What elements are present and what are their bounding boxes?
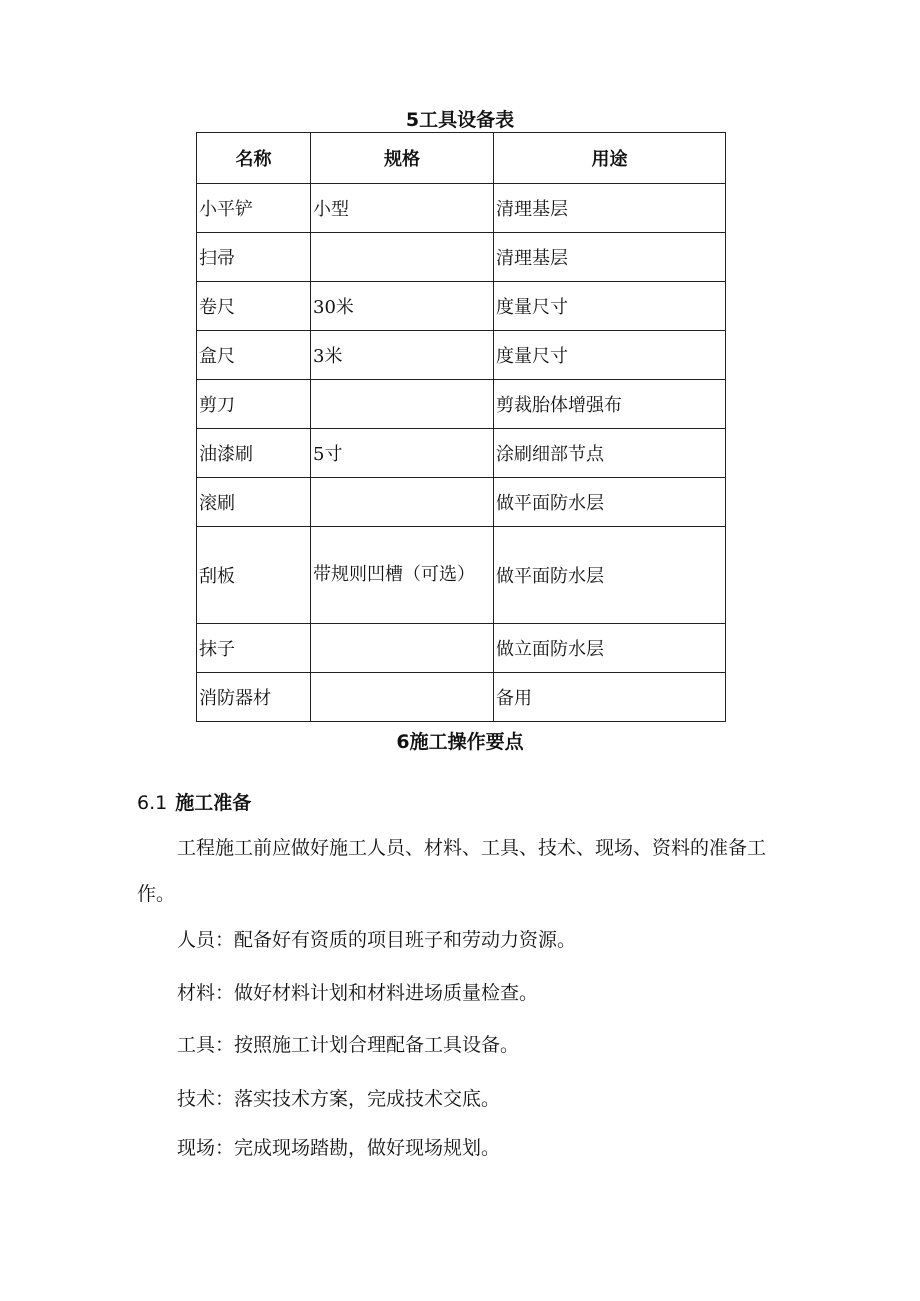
cell-name: 刮板: [197, 527, 311, 624]
table-row: [197, 429, 726, 478]
cell-name: 剪刀: [197, 380, 311, 429]
tools-equipment-table: [196, 132, 726, 722]
column-header-spec: 规格: [311, 133, 494, 184]
cell-use: 清理基层: [494, 184, 726, 233]
cell-name: 油漆刷: [197, 429, 311, 478]
cell-use: 做平面防水层: [494, 478, 726, 527]
cell-name: 卷尺: [197, 282, 311, 331]
sub-heading: [137, 788, 251, 815]
column-header-use: 用途: [494, 133, 726, 184]
table-row: [197, 624, 726, 673]
cell-name: 盒尺: [197, 331, 311, 380]
table-header-row: [197, 133, 726, 184]
cell-spec: [311, 624, 494, 673]
table-row: [197, 331, 726, 380]
table-row: [197, 282, 726, 331]
column-header-name: 名称: [197, 133, 311, 184]
table-row: [197, 380, 726, 429]
table-row: [197, 184, 726, 233]
section-heading: 6施工操作要点: [396, 731, 524, 753]
cell-name: 扫帚: [197, 233, 311, 282]
cell-spec: 3米: [311, 331, 494, 380]
cell-name: 消防器材: [197, 673, 311, 722]
cell-spec: 5寸: [311, 429, 494, 478]
cell-use: 做平面防水层: [494, 527, 726, 624]
cell-use: 度量尺寸: [494, 282, 726, 331]
table-row: [197, 673, 726, 722]
cell-spec: [311, 233, 494, 282]
intro-paragraph: 工程施工前应做好施工人员、材料、工具、技术、现场、资料的准备工作。: [137, 837, 767, 905]
cell-use: 清理基层: [494, 233, 726, 282]
table-row: [197, 478, 726, 527]
cell-use: 做立面防水层: [494, 624, 726, 673]
cell-use: 备用: [494, 673, 726, 722]
sub-heading-title: 施工准备: [175, 792, 252, 814]
prep-item-personnel: 人员：配备好有资质的项目班子和劳动力资源。: [177, 929, 577, 951]
sub-heading-number: 6.1: [137, 792, 168, 814]
table-row: [197, 527, 726, 624]
table-title: 5工具设备表: [405, 109, 515, 131]
cell-spec: [311, 380, 494, 429]
cell-name: 滚刷: [197, 478, 311, 527]
cell-use: 度量尺寸: [494, 331, 726, 380]
prep-item-site: 现场：完成现场踏勘，做好现场规划。: [177, 1137, 501, 1159]
cell-spec: 带规则凹槽（可选）: [311, 527, 494, 624]
cell-use: 剪裁胎体增强布: [494, 380, 726, 429]
cell-spec: 小型: [311, 184, 494, 233]
cell-name: 抹子: [197, 624, 311, 673]
cell-spec: [311, 478, 494, 527]
cell-name: 小平铲: [197, 184, 311, 233]
cell-spec: 30米: [311, 282, 494, 331]
cell-spec: [311, 673, 494, 722]
prep-item-technique: 技术：落实技术方案，完成技术交底。: [177, 1088, 501, 1110]
prep-item-tools: 工具：按照施工计划合理配备工具设备。: [177, 1034, 520, 1056]
prep-item-materials: 材料：做好材料计划和材料进场质量检查。: [177, 982, 539, 1004]
table-row: [197, 233, 726, 282]
cell-use: 涂刷细部节点: [494, 429, 726, 478]
